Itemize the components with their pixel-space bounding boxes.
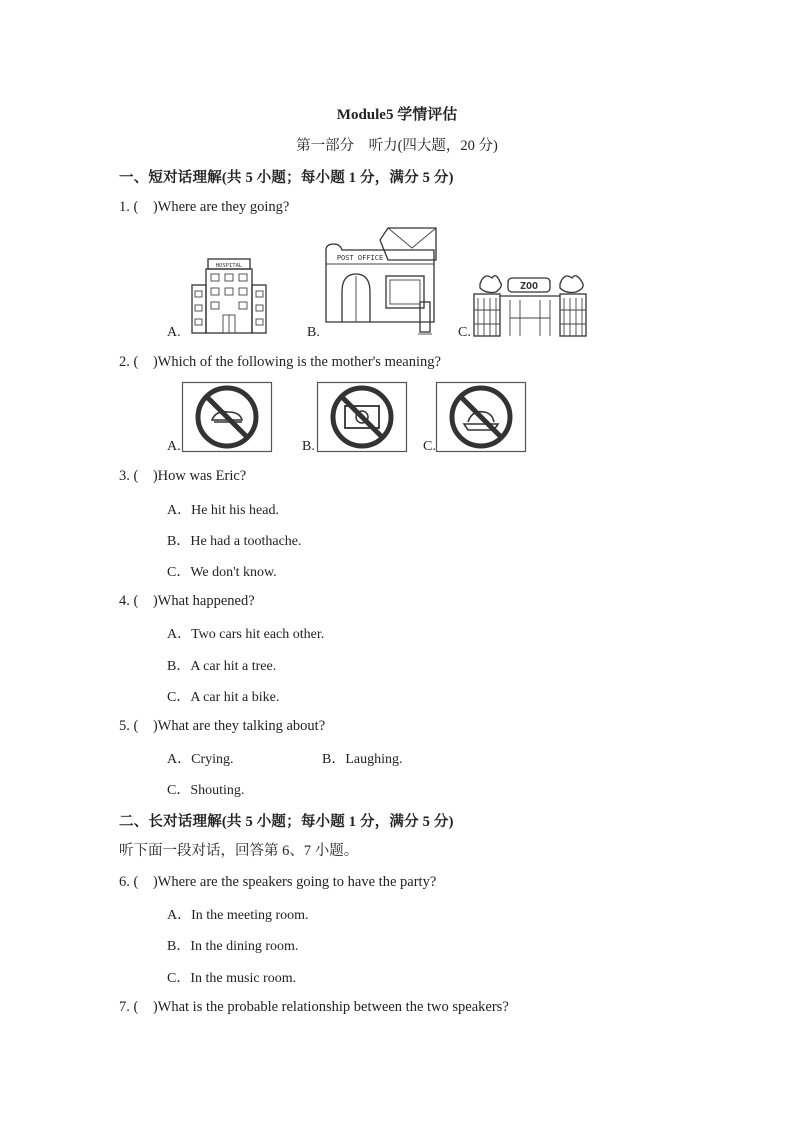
question-3: 3. ( )How was Eric? xyxy=(119,468,247,484)
page-title-text: Module5 学情评估 xyxy=(336,107,458,123)
q4-option-c: C．A car hit a bike. xyxy=(167,690,280,705)
question-7: 7. ( )What is the probable relationship between the two speakers? xyxy=(119,999,509,1015)
q5-option-c: C．Shouting. xyxy=(167,783,245,798)
no-device-sign-b xyxy=(317,382,407,452)
question-1: 1. ( )Where are they going? xyxy=(119,199,290,215)
hospital-image xyxy=(190,255,268,335)
q4-option-a: A．Two cars hit each other. xyxy=(167,627,325,642)
q2-option-a-label: A. xyxy=(167,439,181,454)
q5-option-a: A．Crying. xyxy=(167,752,234,767)
q4-option-b: B．A car hit a tree. xyxy=(167,659,277,674)
question-5: 5. ( )What are they talking about? xyxy=(119,718,326,734)
hospital-sign-label: HOSPITAL xyxy=(215,263,243,269)
question-4: 4. ( )What happened? xyxy=(119,593,255,609)
q5-option-b: B．Laughing. xyxy=(322,752,403,767)
zoo-sign-label: ZOO xyxy=(519,281,539,292)
zoo-image xyxy=(470,270,590,340)
q6-option-b: B．In the dining room. xyxy=(167,939,299,954)
q2-option-c-label: C. xyxy=(423,439,436,454)
q3-option-a: A．He hit his head. xyxy=(167,503,279,518)
q3-option-c: C．We don't know. xyxy=(167,565,277,580)
q6-option-c: C．In the music room. xyxy=(167,971,297,986)
post-office-image xyxy=(322,224,440,340)
q1-option-b-label: B. xyxy=(307,325,320,340)
no-snack-sign-c xyxy=(436,382,526,452)
page-subtitle: 第一部分 听力(四大题，20 分) xyxy=(296,138,498,154)
page-title xyxy=(0,103,794,124)
no-food-sign-a xyxy=(182,382,272,452)
q1-option-c-label: C. xyxy=(458,325,471,340)
section2-instruction: 听下面一段对话，回答第 6、7 小题。 xyxy=(119,843,359,859)
question-2: 2. ( )Which of the following is the mother's meaning? xyxy=(119,354,441,370)
q6-option-a: A．In the meeting room. xyxy=(167,908,309,923)
section1-heading: 一、短对话理解(共 5 小题；每小题 1 分，满分 5 分) xyxy=(119,170,454,186)
q3-option-b: B．He had a toothache. xyxy=(167,534,302,549)
q1-option-a-label: A. xyxy=(167,325,181,340)
section2-heading: 二、长对话理解(共 5 小题；每小题 1 分，满分 5 分) xyxy=(119,814,454,830)
q2-option-b-label: B. xyxy=(302,439,315,454)
question-6: 6. ( )Where are the speakers going to have the party? xyxy=(119,874,437,890)
post-office-sign-label: POST OFFICE xyxy=(336,254,384,262)
